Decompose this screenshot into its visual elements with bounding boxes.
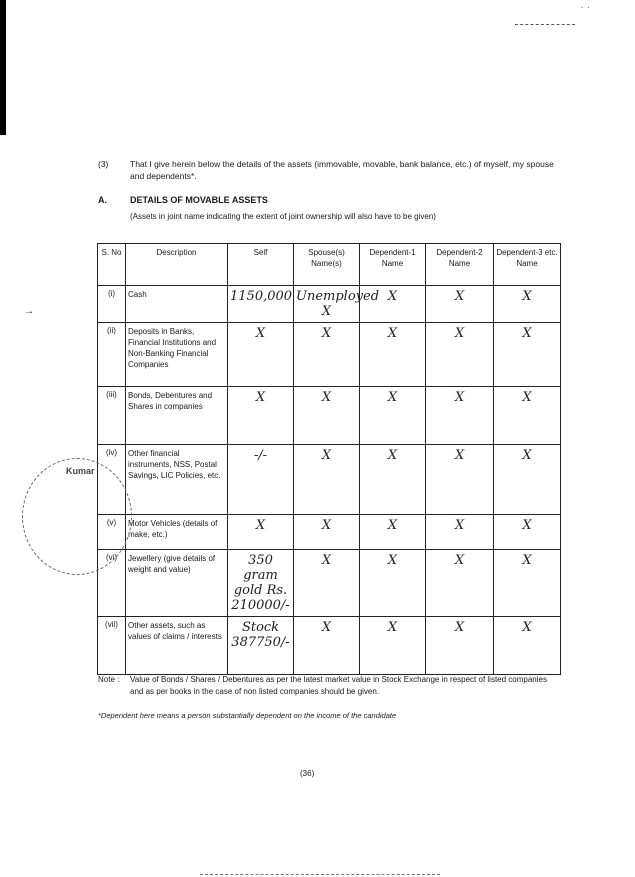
row-self-value: X — [228, 387, 294, 445]
row-spouse-value: X — [294, 387, 360, 445]
header-spouse: Spouse(s) Name(s) — [294, 244, 360, 286]
row-dependent-1-value: X — [360, 550, 426, 617]
row-self-value: 350 gram gold Rs. 210000/- — [228, 550, 294, 617]
row-description: Cash — [126, 286, 228, 323]
row-dependent-2-value: X — [426, 617, 494, 675]
row-self-value: 1150,000 — [228, 286, 294, 323]
row-dependent-2-value: X — [426, 515, 494, 550]
row-dependent-3-value: X — [494, 515, 561, 550]
row-description: Jewellery (give details of weight and value) — [126, 550, 228, 617]
intro-text: That I give herein below the details of the assets (immovable, movable, bank balance, etc.) of myself, my spouse and dependents*. — [130, 159, 554, 181]
row-spouse-value: Unemployed X — [294, 286, 360, 323]
table-row — [98, 387, 561, 445]
header-description: Description — [126, 244, 228, 286]
page-number: (36) — [300, 769, 315, 778]
row-self-value: X — [228, 323, 294, 387]
row-description: Bonds, Debentures and Shares in companies — [126, 387, 228, 445]
row-dependent-3-value: X — [494, 286, 561, 323]
row-dependent-1-value: X — [360, 617, 426, 675]
row-sno: (iii) — [98, 387, 126, 445]
table-row — [98, 515, 561, 550]
header-dependent-1: Dependent-1 Name — [360, 244, 426, 286]
row-self-value: Stock 387750/- — [228, 617, 294, 675]
table-row — [98, 286, 561, 323]
scan-edge-bar — [0, 0, 6, 135]
row-dependent-2-value: X — [426, 550, 494, 617]
table-row — [98, 617, 561, 675]
row-dependent-3-value: X — [494, 617, 561, 675]
row-spouse-value: X — [294, 515, 360, 550]
row-dependent-3-value: X — [494, 323, 561, 387]
row-dependent-3-value: X — [494, 387, 561, 445]
margin-arrow-mark: → — [24, 306, 34, 317]
header-dependent-2: Dependent-2 Name — [426, 244, 494, 286]
header-sno: S. No — [98, 244, 126, 286]
movable-assets-table — [97, 243, 561, 675]
note-label: Note : — [98, 675, 120, 684]
row-dependent-2-value: X — [426, 323, 494, 387]
row-dependent-1-value: X — [360, 445, 426, 515]
row-dependent-2-value: X — [426, 387, 494, 445]
table-header-row — [98, 244, 561, 286]
joint-ownership-note: (Assets in joint name indicating the extent of joint ownership will also have to be given) — [130, 212, 436, 221]
row-dependent-1-value: X — [360, 515, 426, 550]
row-spouse-value: X — [294, 617, 360, 675]
corner-scribble: · · — [580, 2, 590, 13]
row-sno: (iv) — [98, 445, 126, 515]
table-row — [98, 323, 561, 387]
intro-number: (3) — [98, 159, 109, 169]
row-dependent-1-value: X — [360, 323, 426, 387]
header-dependent-3: Dependent-3 etc. Name — [494, 244, 561, 286]
row-dependent-3-value: X — [494, 550, 561, 617]
table-row — [98, 550, 561, 617]
row-description: Other assets, such as values of claims / interests — [126, 617, 228, 675]
row-dependent-2-value: X — [426, 286, 494, 323]
row-sno: (vi) — [98, 550, 126, 617]
header-self: Self — [228, 244, 294, 286]
dependent-footnote: *Dependent here means a person substantially dependent on the income of the candidate — [98, 711, 397, 720]
section-letter: A. — [98, 195, 107, 205]
row-description: Other financial instruments, NSS, Postal Savings, LIC Policies, etc. — [126, 445, 228, 515]
row-self-value: X — [228, 515, 294, 550]
row-dependent-1-value: X — [360, 387, 426, 445]
table-row — [98, 445, 561, 515]
row-spouse-value: X — [294, 550, 360, 617]
row-spouse-value: X — [294, 323, 360, 387]
row-description: Deposits in Banks, Financial Institutions and Non-Banking Financial Companies — [126, 323, 228, 387]
row-sno: (vii) — [98, 617, 126, 675]
row-dependent-3-value: X — [494, 445, 561, 515]
row-sno: (ii) — [98, 323, 126, 387]
row-sno: (v) — [98, 515, 126, 550]
note-text: Value of Bonds / Shares / Debentures as per the latest market value in Stock Exchange in respect of listed companies and as per books in the case of non listed companies should be given. — [130, 675, 547, 696]
row-self-value: -/- — [228, 445, 294, 515]
section-title: DETAILS OF MOVABLE ASSETS — [130, 195, 268, 205]
row-dependent-2-value: X — [426, 445, 494, 515]
seal-text: Kumar — [66, 466, 95, 476]
row-sno: (i) — [98, 286, 126, 323]
top-dashed-line — [515, 24, 575, 25]
row-spouse-value: X — [294, 445, 360, 515]
row-description: Motor Vehicles (details of make, etc.) — [126, 515, 228, 550]
row-dependent-1-value: X — [360, 286, 426, 323]
bottom-dashed-line — [200, 874, 440, 875]
